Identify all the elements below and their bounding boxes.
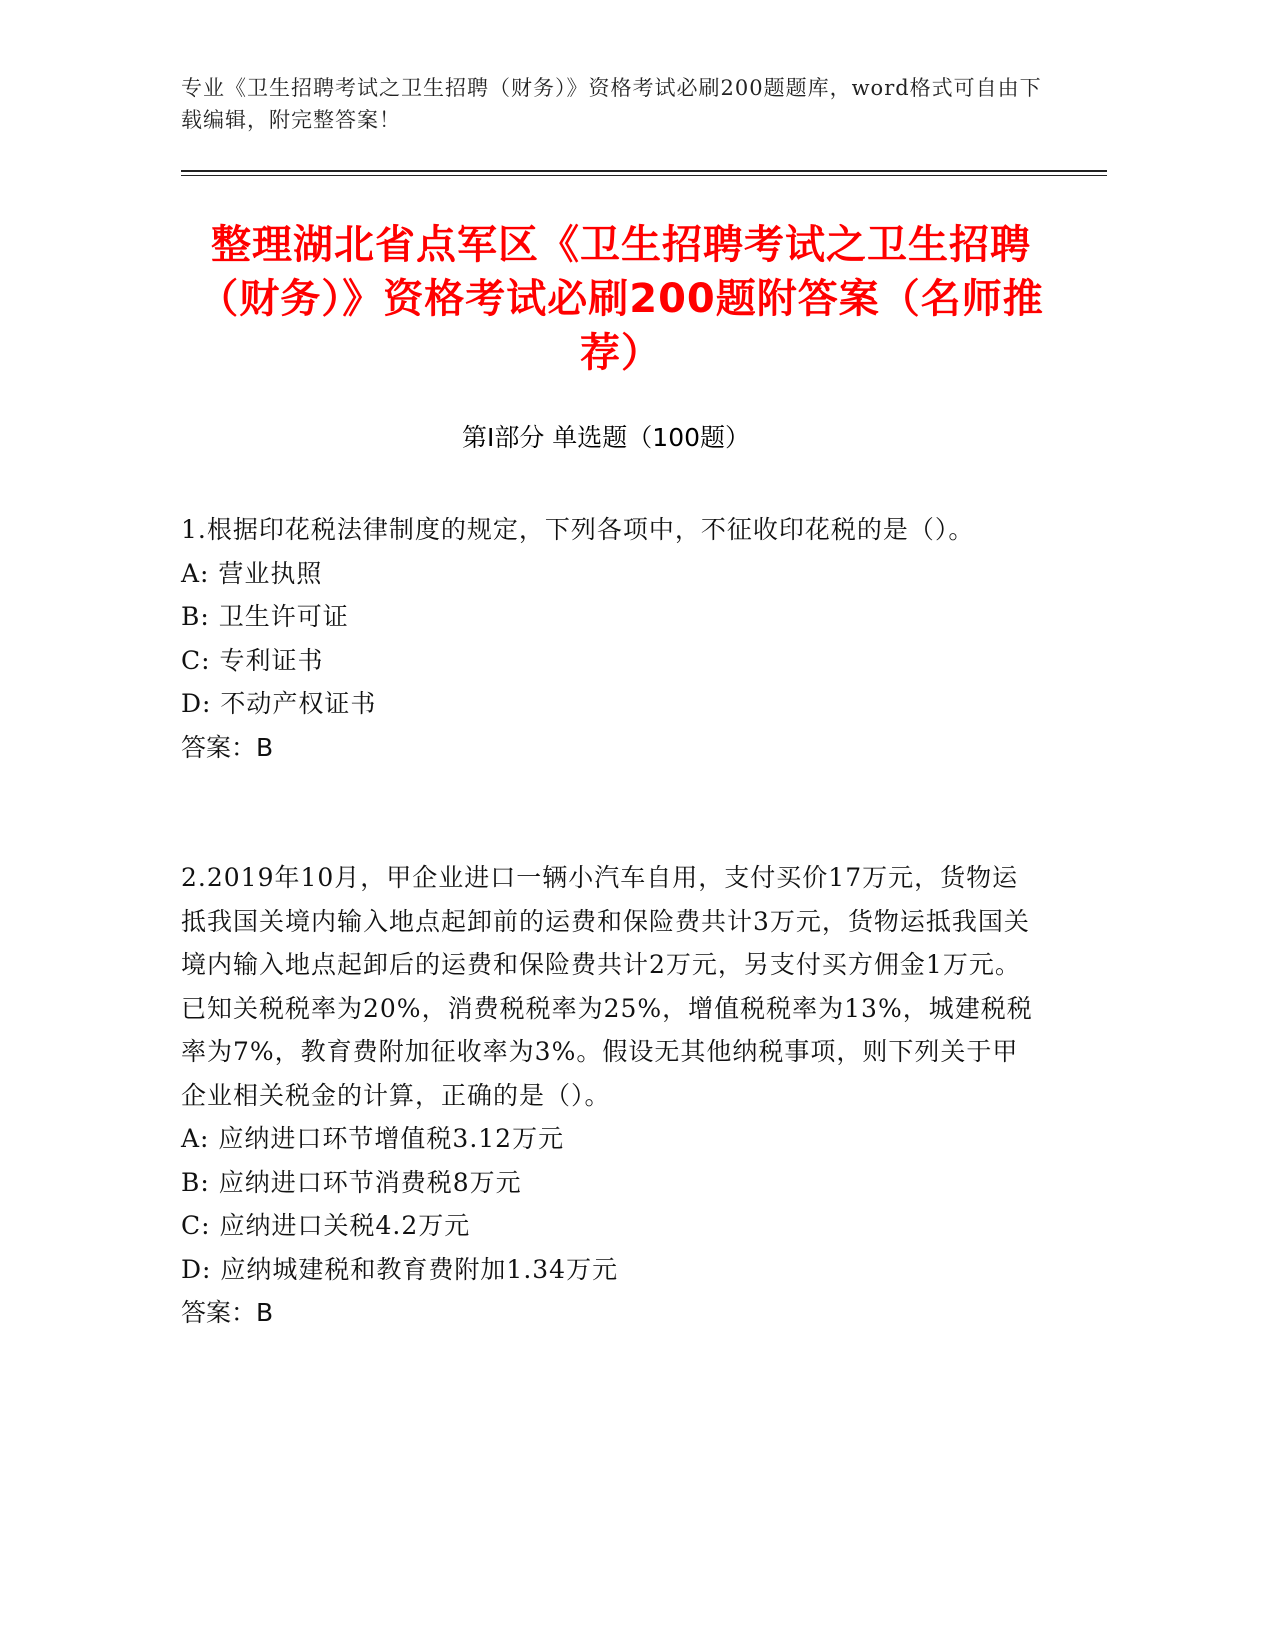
answer: 答案：B (181, 1298, 274, 1327)
option-c: C: 应纳进口关税4.2万元 (181, 1211, 471, 1240)
question-text: 1.根据印花税法律制度的规定，下列各项中，不征收印花税的是（）。 (181, 515, 975, 544)
option-b: B: 卫生许可证 (181, 602, 349, 631)
header-divider-thick (181, 170, 1107, 172)
section-title: 第Ⅰ部分 单选题（100题） (461, 423, 751, 452)
option-d: D: 不动产权证书 (181, 689, 377, 718)
document-title: 整理湖北省点军区《卫生招聘考试之卫生招聘（财务）》资格考试必刷200题附答案（名师推荐） (198, 222, 1044, 376)
option-d: D: 应纳城建税和教育费附加1.34万元 (181, 1254, 619, 1284)
option-a: A: 应纳进口环节增值税3.12万元 (181, 1124, 565, 1153)
option-b: B: 应纳进口环节消费税8万元 (181, 1167, 522, 1197)
option-a: A: 营业执照 (181, 558, 323, 588)
header-divider-thin (181, 175, 1107, 176)
question-text: 2.2019年10月，甲企业进口一辆小汽车自用，支付买价17万元，货物运抵我国关境内输入地点起卸前的运费和保险费共计3万元，货物运抵我国关境内输入地点起卸后的运费和保险费共计2万元，另支付买方佣金1万元。已知关税税率为20%，消费税税率为25%，增值税税率为13%，城建税税率为7%，教育费附加征收率为3%。假设无其他纳税事项，则下列关于甲企业相关税金的计算，正确的是（）。 (181, 863, 1033, 1110)
question-1 (181, 508, 1041, 769)
option-c: C: 专利证书 (181, 645, 324, 675)
header-note: 专业《卫生招聘考试之卫生招聘（财务）》资格考试必刷200题题库，word格式可自由下载编辑，附完整答案！ (181, 76, 1042, 132)
answer: 答案：B (181, 732, 274, 762)
question-2 (181, 856, 1041, 1335)
